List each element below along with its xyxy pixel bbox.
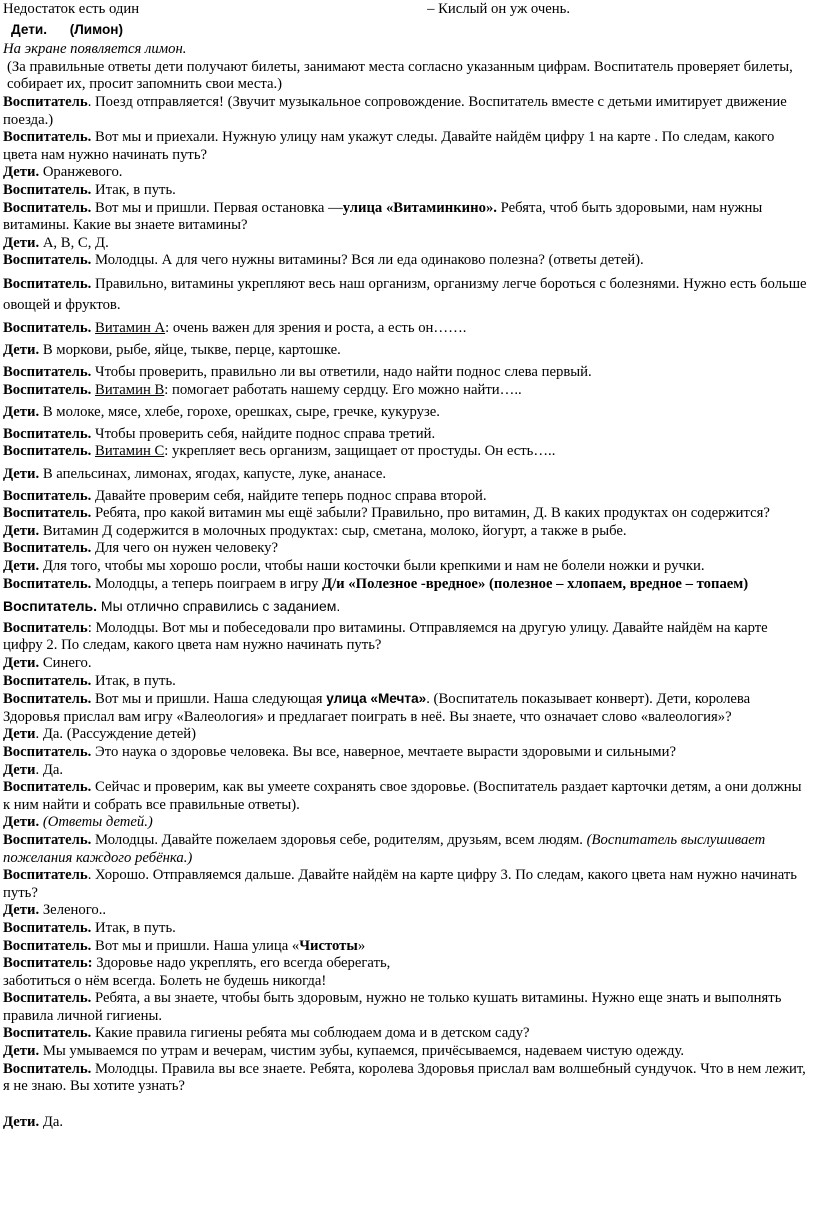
line-text: Итак, в путь.: [91, 181, 176, 198]
dialogue-line: [3, 673, 810, 691]
line-text: Ребята, а вы знаете, чтобы быть здоровым, нужно не только кушать витамины. Нужно еще знать и выполнять правила личной гигиены.: [3, 990, 782, 1024]
dialogue-line: [3, 235, 810, 253]
line-text: Вот мы и пришли. Наша улица «: [91, 937, 300, 954]
dialogue-line: [3, 164, 810, 182]
answer-text: (Лимон): [69, 21, 124, 37]
line-text: Оранжевого.: [39, 164, 123, 181]
speaker-label: Дети.: [3, 234, 40, 251]
line-text: В молоке, мясе, хлебе, горохе, орешках, сыре, гречке, кукурузе.: [39, 403, 440, 420]
dialogue-line: [3, 990, 810, 1025]
dialogue-line: [3, 1025, 810, 1043]
dialogue-line: [3, 779, 810, 814]
line-text: Синего.: [39, 655, 92, 671]
line-text: В апельсинах, лимонах, ягодах, капусте, луке, ананасе.: [39, 465, 387, 482]
speaker-label: Воспитатель.: [3, 425, 92, 442]
speaker-label: Воспитатель.: [3, 937, 92, 954]
speaker-label: Дети: [3, 726, 36, 743]
line-text: Ребята, чтоб быть здоровыми, нам нужны витамины. Какие вы знаете витамины?: [3, 199, 763, 234]
speaker-label: Воспитатель.: [3, 181, 92, 198]
dialogue-line: [3, 382, 810, 400]
speaker-label: Воспитатель.: [3, 364, 92, 381]
dialogue-line: [3, 443, 810, 461]
line-text: Да.: [39, 1113, 64, 1130]
line-text: Ребята, про какой витамин мы ещё забыли? Правильно, про витамин, Д. В каких продуктах он содержится?: [91, 505, 770, 522]
dialogue-line: [3, 94, 810, 129]
game-title: Д/и «Полезное -вредное» (полезное – хлопаем, вредное – топаем): [321, 575, 749, 592]
line-text: А, В, С, Д.: [39, 234, 109, 251]
line-text: Вот мы и пришли. Первая остановка —: [91, 199, 343, 216]
line-text: Чтобы проверить себя, найдите поднос справа третий.: [91, 425, 436, 442]
speaker-label: Воспитатель.: [3, 319, 92, 336]
line-text: Мы умываемся по утрам и вечерам, чистим зубы, купаемся, причёсываемся, надеваем чистую одежду.: [39, 1043, 684, 1060]
stage-direction: На экране появляется лимон.: [3, 41, 187, 58]
dialogue-line: [3, 558, 810, 576]
speaker-label: Воспитатель.: [3, 487, 92, 504]
dialogue-line: [3, 1114, 810, 1132]
line-text: Молодцы, а теперь поиграем в игру: [91, 575, 322, 592]
dialogue-line: [3, 200, 810, 235]
poem-line: [3, 1, 810, 19]
dialogue-line: [3, 505, 810, 523]
line-text: Мы отлично справились с заданием.: [97, 597, 341, 614]
speaker-label: Воспитатель.: [3, 505, 92, 522]
line-text: . (Воспитатель показывает конверт). Дети, королева Здоровья прислал вам игру «Валеология» и предлагает поиграть в неё. Вы знаете, что означает слово «валеология»?: [3, 691, 751, 725]
line-text: заботиться о нём всегда. Болеть не будешь никогда!: [3, 972, 327, 989]
dialogue-line: [3, 182, 810, 200]
dialogue-line: [3, 690, 810, 726]
dialogue-line: [3, 576, 810, 594]
dialogue-line: [3, 938, 810, 956]
speaker-label: Дети.: [3, 814, 40, 831]
speaker-label: Воспитатель.: [3, 1025, 92, 1042]
dialogue-line: [3, 540, 810, 558]
speaker-label: Воспитатель.: [3, 990, 92, 1007]
dialogue-line: [3, 744, 810, 762]
vitamin-name: Витамин В: [95, 381, 165, 398]
line-text: . Да.: [35, 761, 64, 778]
dialogue-line: [3, 488, 810, 506]
speaker-label: Дети.: [3, 465, 40, 482]
line-text: Молодцы. А для чего нужны витамины? Вся ли еда одинаково полезна? (ответы детей).: [91, 252, 644, 269]
speaker-label: Воспитатель.: [3, 672, 92, 689]
speaker-label: Дети.: [3, 342, 40, 358]
poem-line-right: – Кислый он уж очень.: [427, 1, 570, 17]
dialogue-line: [3, 320, 810, 338]
speaker-label: Дети.: [3, 902, 40, 919]
line-text: Это наука о здоровье человека. Вы все, наверное, мечтаете вырасти здоровыми и сильными?: [91, 743, 676, 760]
dialogue-line: [3, 902, 810, 920]
dialogue-line: [3, 814, 810, 832]
line-text: . Да. (Рассуждение детей): [35, 726, 197, 743]
speaker-label: Воспитатель.: [3, 443, 92, 460]
line-text: : укрепляет весь организм, защищает от простуды. Он есть…..: [164, 443, 556, 460]
dialogue-line: [3, 523, 810, 541]
dialogue-line: [3, 762, 810, 780]
speaker-label: Воспитатель.: [3, 743, 92, 760]
dialogue-line: [3, 598, 810, 616]
line-text: Здоровье надо укреплять, его всегда оберегать,: [92, 955, 391, 972]
dialogue-line: [3, 1043, 810, 1061]
speaker-label: Воспитатель: [3, 867, 88, 884]
dialogue-line: [3, 129, 810, 164]
dialogue-line: [3, 466, 810, 484]
speaker-label: Дети.: [3, 1113, 40, 1130]
line-text: . Поезд отправляется! (Звучит музыкальное сопровождение. Воспитатель вместе с детьми имитирует движение поезда.): [3, 93, 787, 128]
speaker-label: Дети.: [3, 655, 40, 671]
speaker-label: Дети.: [3, 403, 40, 420]
speaker-label: Воспитатель.: [3, 831, 92, 848]
speaker-label: Дети.: [11, 21, 48, 37]
dialogue-line: [3, 655, 810, 673]
speaker-label: Дети.: [3, 164, 40, 181]
speaker-label: Воспитатель: [3, 619, 88, 636]
speaker-label: Воспитатель.: [3, 919, 92, 936]
dialogue-line: [3, 832, 810, 867]
speaker-label: Воспитатель.: [3, 597, 98, 614]
line-text: Давайте проверим себя, найдите теперь поднос справа второй.: [91, 487, 487, 504]
dialogue-line: [3, 920, 810, 938]
stage-note: (Воспитатель выслушивает пожелания каждого ребёнка.): [3, 831, 766, 866]
stage-direction-paragraph: (За правильные ответы дети получают билеты, занимают места согласно указанным цифрам. Воспитатель проверяет билеты, собирает их, просит запомнить свои места.): [7, 58, 793, 93]
dialogue-line: [3, 426, 810, 444]
line-text: (Ответы детей.): [39, 814, 153, 831]
dialogue-line: [3, 342, 810, 360]
vitamin-name: Витамин А: [95, 319, 166, 336]
speaker-label: Воспитатель.: [3, 779, 92, 796]
dialogue-line: [3, 252, 810, 270]
dialogue-line: [3, 955, 810, 973]
dialogue-line: [3, 274, 810, 315]
line-text: Чтобы проверить, правильно ли вы ответили, надо найти поднос слева первый.: [91, 364, 592, 381]
line-text: Итак, в путь.: [91, 672, 176, 689]
street-name: улица «Витаминкино».: [342, 199, 497, 216]
line-text: . Хорошо. Отправляемся дальше. Давайте найдём на карте цифру 3. По следам, какого цвета нам нужно начинать путь?: [3, 867, 798, 901]
line-text: Для чего он нужен человеку?: [91, 540, 279, 557]
speaker-label: Воспитатель.: [3, 1060, 92, 1077]
poem-continuation: [3, 973, 810, 991]
line-text: Итак, в путь.: [91, 919, 176, 936]
speaker-label: Дети.: [3, 522, 40, 539]
dialogue-line: [3, 726, 810, 744]
dialogue-line: [3, 364, 810, 382]
speaker-label: Воспитатель.: [3, 381, 92, 398]
speaker-label: Воспитатель.: [3, 199, 92, 216]
line-text: Правильно, витамины укрепляют весь наш организм, организму легче бороться с болезнями. Нужно есть больше овощей и фруктов.: [3, 276, 807, 313]
dialogue-line: [3, 1061, 810, 1096]
line-text: Какие правила гигиены ребята мы соблюдаем дома и в детском саду?: [91, 1025, 530, 1042]
line-text: Вот мы и приехали. Нужную улицу нам укажут следы. Давайте найдём цифру 1 на карте . По следам, какого цвета нам нужно начинать путь?: [3, 129, 775, 163]
line-text: Витамин Д содержится в молочных продуктах: сыр, сметана, молоко, йогурт, а также в рыбе.: [39, 522, 627, 539]
line-text: Зеленого..: [39, 902, 107, 919]
speaker-label: Воспитатель:: [3, 955, 93, 972]
dialogue-line: [3, 620, 810, 655]
vitamin-name: Витамин С: [95, 443, 165, 460]
line-text: Молодцы. Правила вы все знаете. Ребята, королева Здоровья прислал вам волшебный сундучок. Что в нем лежит, я не знаю. Вы хотите узнать?: [3, 1060, 806, 1095]
speaker-label: Воспитатель: [3, 93, 88, 110]
speaker-label: Воспитатель.: [3, 691, 92, 708]
dialogue-line: [3, 867, 810, 902]
answer-line: [3, 21, 810, 39]
street-name: Чистоты: [299, 937, 358, 954]
line-text: »: [357, 937, 366, 954]
street-name: улица «Мечта»: [326, 691, 427, 707]
speaker-label: Воспитатель.: [3, 252, 92, 269]
speaker-label: Воспитатель.: [3, 129, 92, 146]
dialogue-line: [3, 404, 810, 422]
poem-line-left: Недостаток есть один: [3, 1, 140, 17]
speaker-label: Дети.: [3, 558, 40, 575]
line-text: Молодцы. Давайте пожелаем здоровья себе, родителям, друзьям, всем людям.: [91, 831, 587, 848]
speaker-label: Воспитатель.: [3, 575, 92, 592]
line-text: : помогает работать нашему сердцу. Его можно найти…..: [164, 381, 522, 398]
speaker-label: Дети.: [3, 1043, 40, 1060]
line-text: Вот мы и пришли. Наша следующая: [91, 691, 327, 708]
speaker-label: Воспитатель.: [3, 540, 92, 557]
line-text: Для того, чтобы мы хорошо росли, чтобы наши косточки были крепкими и нам не болели ножки и ручки.: [39, 558, 705, 575]
line-text: : Молодцы. Вот мы и побеседовали про витамины. Отправляемся на другую улицу. Давайте найдём на карте цифру 2. По следам, какого цвета нам нужно начинать путь?: [3, 619, 768, 654]
line-text: Сейчас и проверим, как вы умеете сохранять свое здоровье. (Воспитатель раздает карточки детям, а они должны к ним найти и собрать все правильные ответы).: [3, 779, 802, 813]
line-text: : очень важен для зрения и роста, а есть он…….: [165, 319, 467, 336]
speaker-label: Воспитатель.: [3, 276, 92, 293]
speaker-label: Дети: [3, 761, 36, 778]
line-text: В моркови, рыбе, яйце, тыкве, перце, картошке.: [39, 342, 341, 358]
